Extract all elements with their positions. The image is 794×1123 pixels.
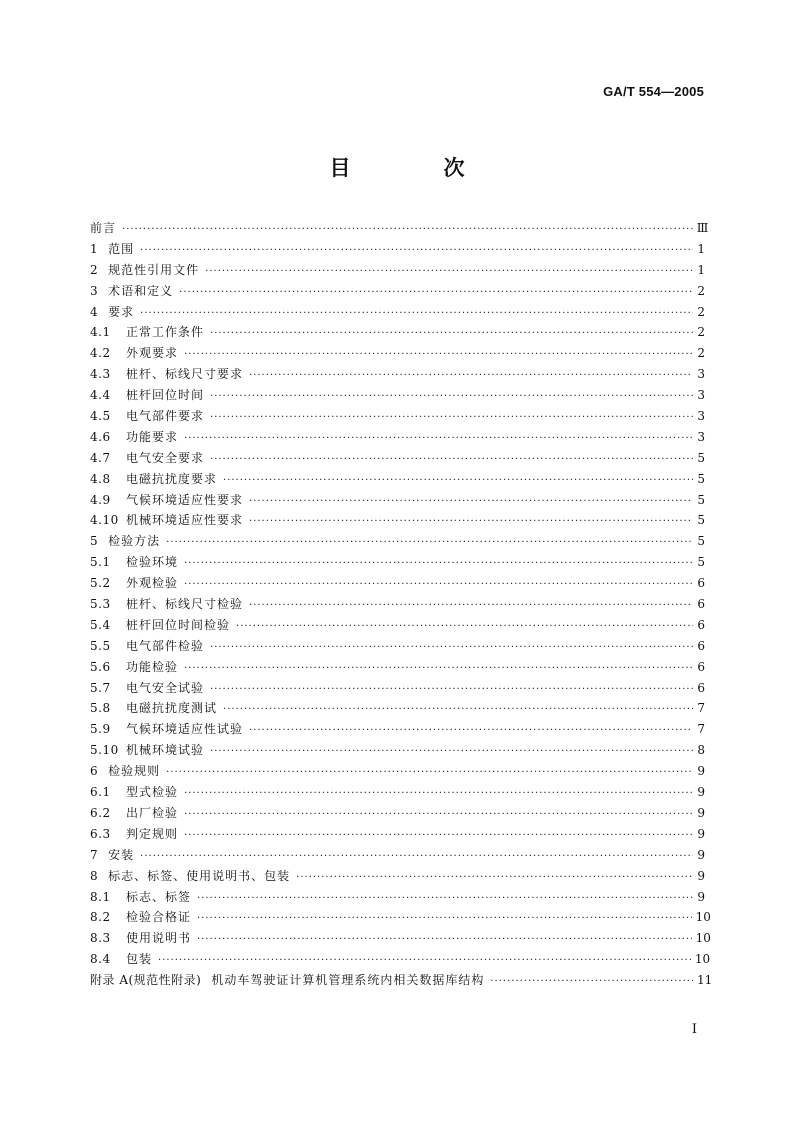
dot-leader	[197, 909, 692, 930]
toc-entry-title: 电气安全试验	[126, 680, 205, 695]
toc-entry-number: 5.9	[90, 722, 111, 737]
toc-entry-title: 功能要求	[126, 429, 179, 444]
dot-leader	[197, 889, 693, 910]
toc-entry-title: 机械环境适应性要求	[126, 513, 244, 528]
toc-entry[interactable]	[90, 928, 711, 949]
dot-leader	[179, 283, 693, 304]
toc-entry-page: 2	[697, 304, 705, 319]
toc-entry-number: 5.8	[90, 701, 111, 716]
dot-leader	[166, 533, 693, 554]
toc-entry-number: 5	[90, 534, 99, 549]
toc-entry[interactable]	[90, 218, 709, 239]
toc-entry-number: 8.3	[90, 931, 111, 946]
toc-entry[interactable]	[90, 490, 705, 511]
dot-leader	[210, 408, 693, 429]
toc-entry-page: 6	[697, 638, 705, 653]
toc-entry-page: 2	[697, 283, 705, 298]
dot-leader	[166, 763, 693, 784]
toc-entry-number: 4.8	[90, 471, 111, 486]
toc-entry-title: 判定规则	[126, 826, 179, 841]
toc-entry[interactable]	[90, 636, 705, 657]
toc-entry-page: 6	[697, 617, 705, 632]
dot-leader	[184, 805, 693, 826]
toc-entry-page: 6	[697, 680, 705, 695]
toc-entry[interactable]	[90, 970, 713, 991]
dot-leader	[122, 220, 693, 241]
toc-entry[interactable]	[90, 740, 705, 761]
toc-entry-title: 外观要求	[126, 346, 179, 361]
dot-leader	[184, 659, 693, 680]
toc-entry[interactable]	[90, 427, 705, 448]
toc-entry-page: 9	[697, 785, 705, 800]
toc-entry-title: 检验规则	[108, 764, 161, 779]
toc-entry[interactable]	[90, 824, 705, 845]
toc-entry[interactable]	[90, 322, 705, 343]
toc-entry[interactable]	[90, 657, 705, 678]
dot-leader	[210, 324, 693, 345]
toc-entry-title: 机械环境试验	[126, 743, 205, 758]
toc-entry[interactable]	[90, 573, 705, 594]
toc-entry-page: 5	[697, 471, 705, 486]
toc-entry-number: 7	[90, 847, 99, 862]
toc-entry-page: 7	[697, 701, 705, 716]
toc-entry[interactable]	[90, 803, 705, 824]
toc-entry-title: 外观检验	[126, 576, 179, 591]
toc-entry[interactable]	[90, 552, 705, 573]
toc-entry-number: 4.6	[90, 429, 111, 444]
dot-leader	[210, 638, 693, 659]
toc-entry-number: 5.2	[90, 576, 111, 591]
toc-entry-title: 桩杆、标线尺寸检验	[126, 597, 244, 612]
toc-entry-number: 6.3	[90, 826, 111, 841]
toc-entry-title: 电气部件要求	[126, 409, 205, 424]
toc-entry-number: 4.3	[90, 367, 111, 382]
toc-entry-number: 4.5	[90, 409, 111, 424]
toc-entry-number: 5.5	[90, 638, 111, 653]
page-number: Ⅰ	[691, 1022, 697, 1037]
dot-leader	[140, 847, 693, 868]
toc-entry-title: 型式检验	[126, 785, 179, 800]
toc-entry-number: 1	[90, 241, 99, 256]
dot-leader	[210, 742, 693, 763]
toc-entry-number: 8.2	[90, 910, 111, 925]
toc-entry-title: 安装	[108, 847, 135, 862]
toc-entry[interactable]	[90, 761, 705, 782]
toc-entry-title: 桩杆回位时间检验	[126, 617, 231, 632]
toc-entry[interactable]	[90, 845, 705, 866]
toc-entry-title: 检验环境	[126, 555, 179, 570]
toc-entry-number: 3	[90, 283, 99, 298]
toc-entry-title: 机动车驾驶证计算机管理系统内相关数据库结构	[211, 973, 485, 988]
toc-entry-page: 3	[697, 429, 705, 444]
toc-entry[interactable]	[90, 260, 705, 281]
table-of-contents	[90, 218, 713, 991]
toc-entry-number: 5.10	[90, 743, 119, 758]
toc-entry-title: 标志、标签、使用说明书、包装	[108, 868, 291, 883]
toc-entry-number: 4.9	[90, 492, 111, 507]
toc-entry-title: 检验合格证	[126, 910, 192, 925]
dot-leader	[249, 721, 693, 742]
dot-leader	[197, 930, 692, 951]
toc-entry-page: 9	[697, 847, 705, 862]
toc-entry-page: 1	[697, 241, 705, 256]
toc-entry-number: 8.4	[90, 952, 111, 967]
toc-entry[interactable]	[90, 343, 705, 364]
dot-leader	[223, 700, 693, 721]
toc-entry-title: 包装	[126, 952, 153, 967]
toc-entry[interactable]	[90, 698, 705, 719]
toc-entry[interactable]	[90, 510, 705, 531]
toc-entry-number: 6	[90, 764, 99, 779]
toc-entry[interactable]	[90, 887, 705, 908]
toc-entry[interactable]	[90, 448, 705, 469]
toc-entry-title: 桩杆、标线尺寸要求	[126, 367, 244, 382]
toc-entry[interactable]	[90, 531, 705, 552]
dot-leader	[223, 471, 693, 492]
toc-entry-page: 3	[697, 388, 705, 403]
toc-entry-number: 5.6	[90, 659, 111, 674]
dot-leader	[236, 617, 693, 638]
toc-entry-title: 规范性引用文件	[108, 262, 200, 277]
toc-entry-number: 4.1	[90, 325, 111, 340]
toc-entry-page: 5	[697, 534, 705, 549]
toc-entry-title: 电磁抗扰度要求	[126, 471, 218, 486]
dot-leader	[210, 450, 693, 471]
dot-leader	[184, 826, 693, 847]
toc-entry[interactable]	[90, 302, 705, 323]
dot-leader	[184, 345, 693, 366]
toc-entry-title: 范围	[108, 241, 135, 256]
dot-leader	[205, 262, 693, 283]
toc-entry-title: 功能检验	[126, 659, 179, 674]
toc-entry-page: 2	[697, 346, 705, 361]
toc-entry-title: 桩杆回位时间	[126, 388, 205, 403]
toc-entry-number: 附录 A(规范性附录)	[90, 973, 202, 988]
toc-entry-number: 4.7	[90, 450, 111, 465]
toc-entry-page: 7	[697, 722, 705, 737]
toc-entry[interactable]	[90, 615, 705, 636]
dot-leader	[249, 366, 693, 387]
toc-entry-number: 8	[90, 868, 99, 883]
toc-entry-page: 9	[697, 826, 705, 841]
toc-entry[interactable]	[90, 782, 705, 803]
toc-entry-title: 使用说明书	[126, 931, 192, 946]
toc-entry[interactable]	[90, 239, 705, 260]
dot-leader	[158, 951, 691, 972]
toc-entry-title: 气候环境适应性要求	[126, 492, 244, 507]
toc-entry-title: 标志、标签	[126, 889, 192, 904]
toc-entry-page: 5	[697, 513, 705, 528]
toc-entry-page: 5	[697, 555, 705, 570]
toc-entry-page: Ⅲ	[696, 221, 709, 235]
toc-entry[interactable]	[90, 281, 705, 302]
dot-leader	[210, 387, 693, 408]
dot-leader	[184, 554, 693, 575]
toc-entry-page: 9	[697, 868, 705, 883]
toc-entry[interactable]	[90, 364, 705, 385]
toc-entry-number: 5.4	[90, 617, 111, 632]
toc-entry-title: 要求	[108, 304, 135, 319]
toc-entry-number: 4.4	[90, 388, 111, 403]
toc-entry-number: 5.7	[90, 680, 111, 695]
toc-entry[interactable]	[90, 385, 705, 406]
toc-entry-title: 电气部件检验	[126, 638, 205, 653]
toc-entry-page: 10	[694, 952, 711, 967]
dot-leader	[249, 512, 693, 533]
toc-entry-title: 正常工作条件	[126, 325, 205, 340]
toc-entry-page: 6	[697, 597, 705, 612]
toc-entry-page: 2	[697, 325, 705, 340]
toc-entry-page: 9	[697, 764, 705, 779]
toc-entry-number: 8.1	[90, 889, 111, 904]
dot-leader	[140, 304, 693, 325]
toc-entry-page: 6	[697, 659, 705, 674]
dot-leader	[249, 492, 693, 513]
toc-entry-title: 检验方法	[108, 534, 161, 549]
toc-entry-number: 4	[90, 304, 99, 319]
toc-entry-page: 3	[697, 409, 705, 424]
toc-entry-page: 11	[697, 973, 713, 988]
toc-entry-page: 9	[697, 889, 705, 904]
toc-entry[interactable]	[90, 949, 711, 970]
toc-entry-title: 电气安全要求	[126, 450, 205, 465]
toc-entry-page: 10	[695, 931, 711, 946]
toc-entry-title: 电磁抗扰度测试	[126, 701, 218, 716]
toc-entry-page: 5	[697, 450, 705, 465]
dot-leader	[184, 429, 693, 450]
toc-entry[interactable]	[90, 469, 705, 490]
toc-entry[interactable]	[90, 594, 705, 615]
dot-leader	[210, 680, 693, 701]
dot-leader	[140, 241, 693, 262]
toc-entry-page: 8	[697, 743, 705, 758]
toc-entry-title: 出厂检验	[126, 805, 179, 820]
toc-entry-page: 6	[697, 576, 705, 591]
toc-entry-page: 1	[697, 262, 705, 277]
toc-entry-title: 前言	[90, 221, 117, 235]
toc-entry-number: 5.1	[90, 555, 111, 570]
dot-leader	[249, 596, 693, 617]
toc-entry-page: 9	[697, 805, 705, 820]
toc-entry[interactable]	[90, 406, 705, 427]
toc-entry[interactable]	[90, 907, 711, 928]
toc-entry-number: 4.10	[90, 513, 119, 528]
dot-leader	[184, 784, 693, 805]
toc-entry-page: 10	[695, 910, 711, 925]
standard-code: GA/T 554—2005	[603, 84, 704, 99]
toc-entry-number: 5.3	[90, 597, 111, 612]
toc-entry[interactable]	[90, 719, 705, 740]
toc-entry-number: 6.1	[90, 785, 111, 800]
dot-leader	[184, 575, 693, 596]
toc-entry-page: 3	[697, 367, 705, 382]
page-title: 目 次	[329, 156, 501, 180]
dot-leader	[296, 868, 693, 889]
toc-entry-number: 6.2	[90, 805, 111, 820]
toc-entry-number: 4.2	[90, 346, 111, 361]
dot-leader	[490, 972, 693, 993]
toc-entry-title: 气候环境适应性试验	[126, 722, 244, 737]
toc-entry-number: 2	[90, 262, 99, 277]
toc-entry-title: 术语和定义	[108, 283, 174, 298]
toc-entry-page: 5	[697, 492, 705, 507]
toc-entry[interactable]	[90, 678, 705, 699]
toc-entry[interactable]	[90, 866, 705, 887]
